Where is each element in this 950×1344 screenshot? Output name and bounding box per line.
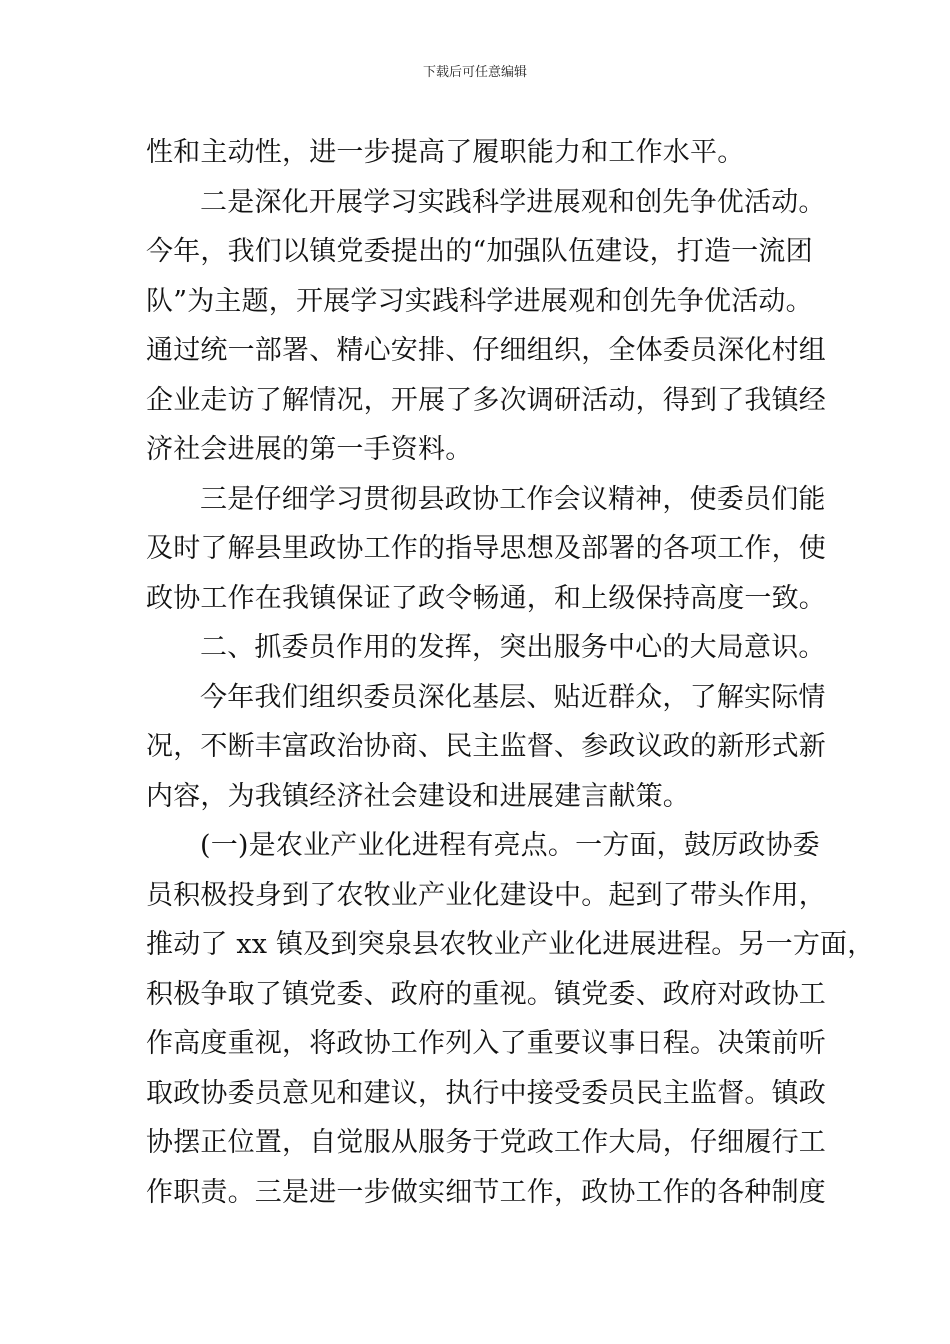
document-body — [146, 128, 875, 1217]
text-line: 企业走访了解情况，开展了多次调研活动，得到了我镇经 — [146, 384, 826, 416]
text-line: 队”为主题，开展学习实践科学进展观和创先争优活动。 — [146, 285, 813, 317]
page-header: 下载后可任意编辑 — [422, 65, 527, 80]
text-line: 积极争取了镇党委、政府的重视。镇党委、政府对政协工 — [146, 978, 826, 1010]
text-line: 作职责。三是进一步做实细节工作，政协工作的各种制度 — [146, 1176, 826, 1208]
text-line: 员积极投身到了农牧业产业化建设中。起到了带头作用， — [146, 879, 826, 911]
text-line: 通过统一部署、精心安排、仔细组织，全体委员深化村组 — [146, 335, 826, 366]
section-heading: 二、抓委员作用的发挥，突出服务中心的大局意识。 — [200, 632, 826, 663]
text-line: 性和主动性，进一步提高了履职能力和工作水平。 — [146, 137, 745, 168]
paragraph-first-line: 三是仔细学习贯彻县政协工作会议精神，使委员们能 — [200, 483, 826, 515]
text-line: 政协工作在我镇保证了政令畅通，和上级保持高度一致。 — [146, 582, 826, 614]
text-line: 内容，为我镇经济社会建设和进展建言献策。 — [146, 780, 690, 812]
text-line: 作高度重视，将政协工作列入了重要议事日程。决策前听 — [146, 1028, 826, 1059]
text-line: 推动了 xx 镇及到突泉县农牧业产业化进展进程。另一方面， — [146, 929, 875, 960]
text-line: 及时了解县里政协工作的指导思想及部署的各项工作，使 — [146, 533, 826, 564]
text-line: 今年，我们以镇党委提出的“加强队伍建设，打造一流团 — [146, 236, 813, 267]
paragraph-first-line: 今年我们组织委员深化基层、贴近群众，了解实际情 — [200, 681, 826, 713]
text-line: 取政协委员意见和建议，执行中接受委员民主监督。镇政 — [146, 1077, 826, 1109]
text-line: 济社会进展的第一手资料。 — [146, 434, 473, 465]
text-line: 况，不断丰富政治协商、民主监督、参政议政的新形式新 — [146, 731, 826, 762]
text-line: 协摆正位置，自觉服从服务于党政工作大局，仔细履行工 — [146, 1127, 826, 1158]
paragraph-first-line: 二是深化开展学习实践科学进展观和创先争优活动。 — [200, 186, 826, 218]
paragraph-first-line: (一)是农业产业化进程有亮点。一方面，鼓厉政协委 — [200, 830, 820, 861]
